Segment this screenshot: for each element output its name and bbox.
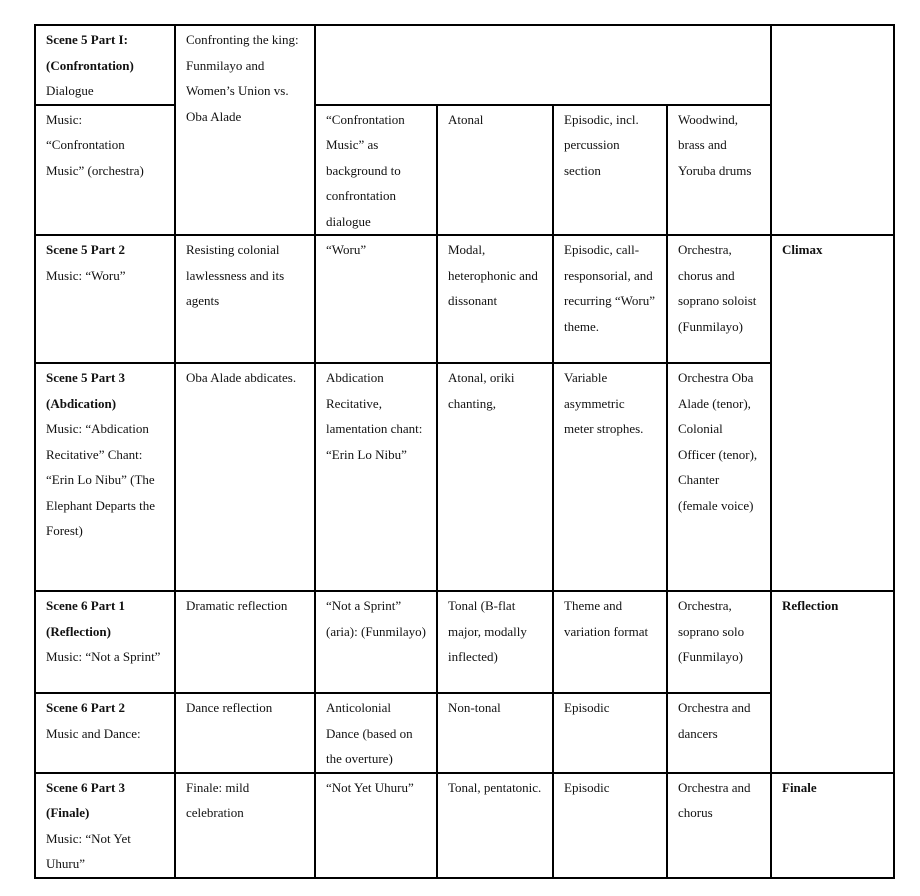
scene-desc: Music: “Not Yet Uhuru” <box>46 830 131 871</box>
tonality-cell: Tonal, pentatonic. <box>437 773 553 878</box>
form-cell: Episodic, incl. percussion section <box>553 105 667 236</box>
form-cell: Theme and variation format <box>553 591 667 693</box>
scene-cell <box>35 773 175 878</box>
theme-cell: Confronting the king: Funmilayo and Women’s Union vs. Oba Alade <box>175 25 315 235</box>
table-row <box>35 235 894 363</box>
forces-cell: Orchestra Oba Alade (tenor), Colonial Officer (tenor), Chanter (female voice) <box>667 363 771 591</box>
music-cell: “Woru” <box>315 235 437 363</box>
theme-cell: Resisting colonial lawlessness and its agents <box>175 235 315 363</box>
scene-desc: Music: “Not a Sprint” <box>46 649 161 664</box>
scene-desc: Music: “Abdication Recitative” Chant: “Erin Lo Nibu” (The Elephant Departs the Forest) <box>46 421 156 538</box>
scene-subtitle: Dialogue <box>46 83 94 98</box>
scene-cell <box>35 693 175 773</box>
scene-cell <box>35 591 175 693</box>
music-cell: “Not Yet Uhuru” <box>315 773 437 878</box>
forces-cell: Orchestra and dancers <box>667 693 771 773</box>
scene-music-desc: “Confrontation Music” (orchestra) <box>46 137 144 178</box>
scene-cell <box>35 235 175 363</box>
tonality-cell: Modal, heterophonic and dissonant <box>437 235 553 363</box>
scene-title: Scene 5 Part 2 <box>46 242 126 257</box>
forces-cell: Orchestra, soprano solo (Funmilayo) <box>667 591 771 693</box>
tonality-cell: Atonal <box>437 105 553 236</box>
table-row <box>35 591 894 693</box>
forces-cell: Orchestra, chorus and soprano soloist (Funmilayo) <box>667 235 771 363</box>
tonality-cell: Tonal (B-flat major, modally inflected) <box>437 591 553 693</box>
form-cell: Episodic <box>553 693 667 773</box>
scene-music-label: Music: <box>46 111 83 127</box>
theme-cell: Dramatic reflection <box>175 591 315 693</box>
music-cell: Anticolonial Dance (based on the overture) <box>315 693 437 773</box>
scene-title: Scene 6 Part 3 (Finale) <box>46 779 126 820</box>
scene-table <box>34 24 895 879</box>
table-row <box>35 773 894 878</box>
tonality-cell: Atonal, oriki chanting, <box>437 363 553 591</box>
scene-title: Scene 6 Part 2 <box>46 700 126 715</box>
section-cell: Reflection <box>771 591 894 773</box>
theme-cell: Oba Alade abdicates. <box>175 363 315 591</box>
music-cell: “Confrontation Music” as background to confrontation dialogue <box>315 105 437 236</box>
section-cell <box>771 25 894 235</box>
scene-title: Scene 5 Part 3 (Abdication) <box>46 370 126 411</box>
theme-cell: Dance reflection <box>175 693 315 773</box>
scene-desc: Music and Dance: <box>46 725 141 741</box>
form-cell: Episodic, call-responsorial, and recurring “Woru” theme. <box>553 235 667 363</box>
scene-cell <box>35 105 175 236</box>
scene-title: Scene 6 Part 1 (Reflection) <box>46 598 126 639</box>
music-cell: Abdication Recitative, lamentation chant: “Erin Lo Nibu” <box>315 363 437 591</box>
music-cell: “Not a Sprint” (aria): (Funmilayo) <box>315 591 437 693</box>
forces-cell: Woodwind, brass and Yoruba drums <box>667 105 771 236</box>
section-cell: Finale <box>771 773 894 878</box>
scene-cell <box>35 25 175 105</box>
section-cell: Climax <box>771 235 894 591</box>
table-row <box>35 25 894 105</box>
scene-title: Scene 5 Part I: (Confrontation) <box>46 32 134 73</box>
empty-cell <box>315 25 771 105</box>
form-cell: Episodic <box>553 773 667 878</box>
table-row <box>35 363 894 591</box>
tonality-cell: Non-tonal <box>437 693 553 773</box>
scene-desc: Music: “Woru” <box>46 267 126 283</box>
forces-cell: Orchestra and chorus <box>667 773 771 878</box>
table-row <box>35 105 894 236</box>
form-cell: Variable asymmetric meter strophes. <box>553 363 667 591</box>
scene-cell <box>35 363 175 591</box>
theme-cell: Finale: mild celebration <box>175 773 315 878</box>
table-row <box>35 693 894 773</box>
